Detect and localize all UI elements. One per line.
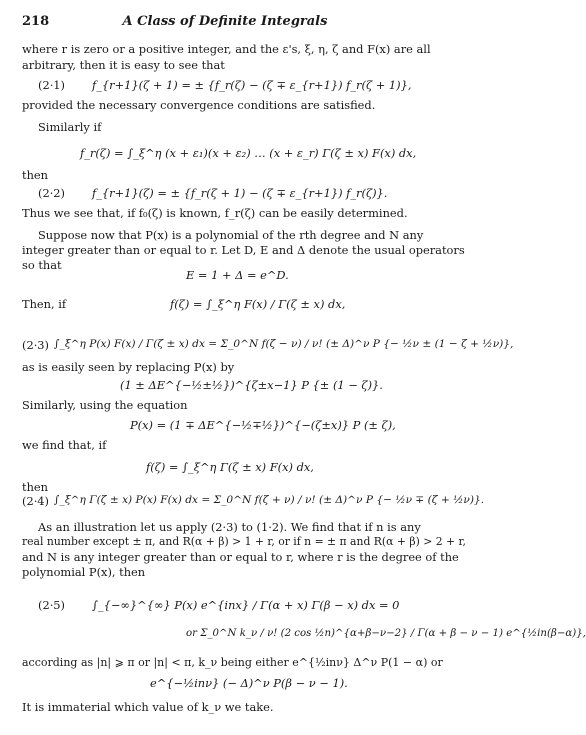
equation-label: (2·2) bbox=[38, 186, 66, 200]
paragraph-line: according as |n| ⩾ π or |n| < π, k_ν being either e^{½inν} Δ^ν P(1 − α) or bbox=[22, 656, 443, 669]
equation: or Σ_0^N k_ν / ν! (2 cos ½n)^{α+β−ν−2} / Γ(α + β − ν − 1) e^{½in(β−α)}, bbox=[186, 628, 586, 639]
paragraph-line: arbitrary, then it is easy to see that bbox=[22, 58, 225, 72]
paragraph-line: we find that, if bbox=[22, 438, 107, 452]
equation: f_{r+1}(ζ) = ± {f_r(ζ + 1) − (ζ ∓ ε_{r+1}) f_r(ζ)}. bbox=[92, 186, 388, 200]
equation: ∫_ξ^η P(x) F(x) / Γ(ζ ± x) dx = Σ_0^N f(ζ − ν) / ν! (± Δ)^ν P {− ½ν ± (1 − ζ + ½ν)}, bbox=[54, 338, 514, 350]
equation: f(ζ) = ∫_ξ^η F(x) / Γ(ζ ± x) dx, bbox=[170, 297, 346, 311]
equation: P(x) = (1 ∓ ΔE^{−½∓½})^{−(ζ±x)} P (± ζ), bbox=[130, 418, 396, 432]
paragraph-line: then bbox=[22, 480, 48, 494]
equation: f_{r+1}(ζ + 1) = ± {f_r(ζ) − (ζ ∓ ε_{r+1}) f_r(ζ + 1)}, bbox=[92, 78, 412, 92]
paragraph-line: real number except ± π, and R(α + β) > 1 + r, or if n = ± π and R(α + β) > 2 + r, bbox=[22, 535, 466, 548]
paragraph-line: so that bbox=[22, 258, 62, 272]
equation: E = 1 + Δ = e^D. bbox=[186, 268, 289, 282]
equation: f(ζ) = ∫_ξ^η Γ(ζ ± x) F(x) dx, bbox=[146, 460, 314, 474]
equation: e^{−½inν} (− Δ)^ν P(β − ν − 1). bbox=[150, 676, 348, 690]
equation-label: (2·4) bbox=[22, 494, 50, 508]
paragraph-line: Then, if bbox=[22, 297, 67, 311]
paragraph-line: then bbox=[22, 168, 48, 182]
paragraph-line: As an illustration let us apply (2·3) to (1·2). We find that if n is any bbox=[38, 520, 421, 534]
running-title: A Class of Definite Integrals bbox=[122, 14, 328, 29]
equation-label: (2·3) bbox=[22, 338, 50, 352]
paragraph-line: It is immaterial which value of k_ν we take. bbox=[22, 700, 274, 714]
paragraph-line: integer greater than or equal to r. Let D, E and Δ denote the usual operators bbox=[22, 243, 465, 257]
equation: ∫_{−∞}^{∞} P(x) e^{inx} / Γ(α + x) Γ(β − x) dx = 0 bbox=[92, 598, 400, 612]
equation: f_r(ζ) = ∫_ξ^η (x + ε₁)(x + ε₂) … (x + ε_r) Γ(ζ ± x) F(x) dx, bbox=[80, 146, 417, 160]
paragraph-line: where r is zero or a positive integer, and the ε's, ξ, η, ζ and F(x) are all bbox=[22, 42, 431, 56]
paragraph-line: polynomial P(x), then bbox=[22, 565, 146, 579]
paragraph-line: Similarly, using the equation bbox=[22, 398, 188, 412]
paragraph-line: Thus we see that, if f₀(ζ) is known, f_r(ζ) can be easily determined. bbox=[22, 206, 408, 220]
paragraph-line: Similarly if bbox=[38, 120, 102, 134]
paragraph-line: and N is any integer greater than or equal to r, where r is the degree of the bbox=[22, 550, 459, 564]
paragraph-line: as is easily seen by replacing P(x) by bbox=[22, 360, 235, 374]
paragraph-line: Suppose now that P(x) is a polynomial of the rth degree and N any bbox=[38, 228, 424, 242]
equation-label: (2·5) bbox=[38, 598, 66, 612]
equation: ∫_ξ^η Γ(ζ ± x) P(x) F(x) dx = Σ_0^N f(ζ + ν) / ν! (± Δ)^ν P {− ½ν ∓ (ζ + ½ν)}. bbox=[54, 494, 485, 506]
paragraph-line: provided the necessary convergence conditions are satisfied. bbox=[22, 98, 376, 112]
equation-label: (2·1) bbox=[38, 78, 66, 92]
equation: (1 ± ΔE^{−½±½})^{ζ±x−1} P {± (1 − ζ)}. bbox=[120, 378, 383, 392]
page-number: 218 bbox=[22, 14, 50, 29]
